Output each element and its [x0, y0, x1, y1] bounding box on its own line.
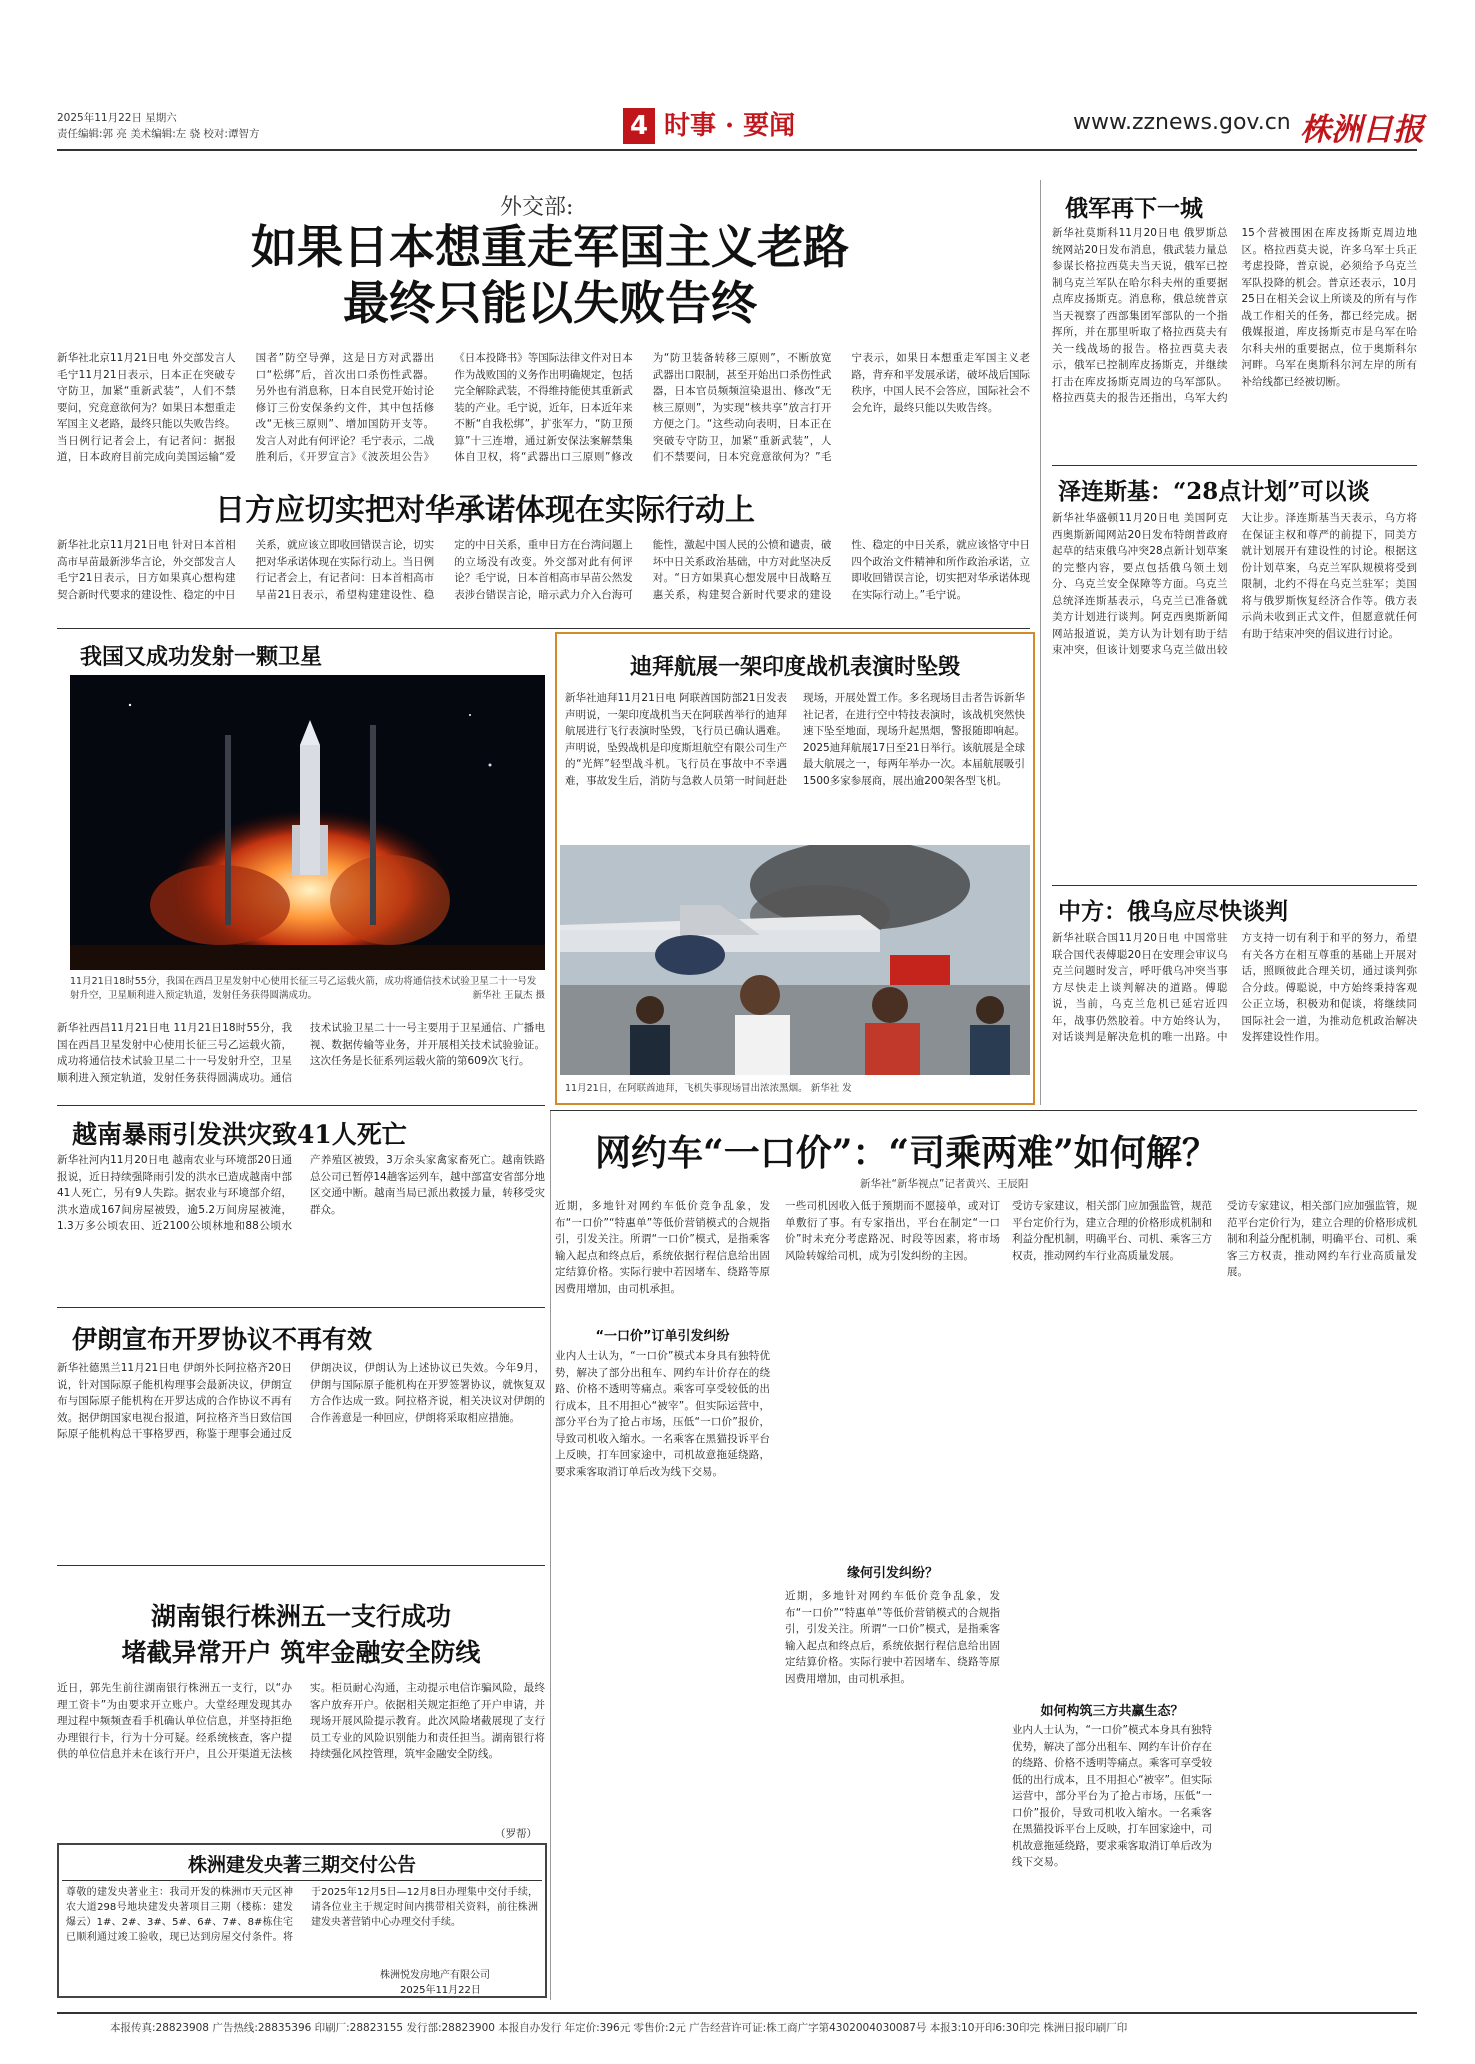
bank-title-line2: 堵截异常开户 筑牢金融安全防线 — [121, 1638, 481, 1667]
dubai-credit: 新华社 发 — [810, 1083, 852, 1094]
notice-body: 尊敬的建发央著业主：我司开发的株洲市天元区神农大道298号地块建发央著项目三期（楼栋：建发爆云）1#、2#、3#、5#、6#、7#、8#栋住宅已顺利通过竣工验收，现已达到房屋交付条件。将于2025年12月5日—12月8日办理集中交付手续，请各位业主于规定时间内携带相关资料，前往株洲建发央著营销中心办理交付手续。 — [66, 1887, 538, 1943]
lead-body: 新华社北京11月21日电 外交部发言人毛宁11月21日表示，日本正在突破专守防卫，加紧“重新武装”，人们不禁要问，究竟意欲何为？如果日本想重走军国主义老路，最终只能以失败告终。当日例行记者会上，有记者问：据报道，日本政府目前完成向美国运输“爱国者”防空导弹，这是日方对武器出口“松绑”后，首次出口杀伤性武器。另外也有消息称，日本自民党开始讨论修订三份安保条约文件，其中包括修改“无核三原则”、增加国防开支等。发言人对此有何评论？毛宁表示，二战胜利后，《开罗宣言》《波茨坦公告》《日本投降书》等国际法律文件对日本作为战败国的义务作出明确规定，包括完全解除武装，不得维持能使其重新武装的产业。毛宁说，近年，日本近年来不断“自我松绑”，扩张军力，“防卫预算”十三连增，通过新安保法案解禁集体自卫权，将“武器出口三原则”修改为“防卫装备转移三原则”，不断放宽武器出口限制，甚至开始出口杀伤性武器，日本官员频频渲染退出、修改“无核三原则”，为实现“核共享”放言打开方便之门。“这些动向表明，日本正在突破专守防卫，加紧“重新武装”，人们不禁要问，日本究竟意欲何为？”毛宁表示，如果日本想重走军国主义老路，背弃和平发展承诺，破坏战后国际秩序，中国人民不会答应，国际社会不会允许，最终只能以失败告终。 — [57, 352, 1030, 463]
ride-intro: 近期，多地针对网约车低价竞争乱象，发布“一口价”“特惠单”等低价营销模式的合规指引，引发关注。所谓“一口价”模式，是指乘客输入起点和终点后，系统依据行程信息给出固定结算价格。实际行驶中若因堵车、绕路等原因费用增加，由司机承担。 — [555, 1200, 770, 1295]
ride-body3b: 业内人士认为，“一口价”模式本身具有独特优势，解决了部分出租车、网约车计价存在的绕路、价格不透明等痛点。乘客可享受较低的出行成本，且不用担心“被宰”。但实际运营中，部分平台为了抢占市场，压低“一口价”报价，导致司机收入缩水。一名乘客在黑猫投诉平台上反映，打车回家途中，司机故意拖延绕路，要求乘客取消订单后改为线下交易。 — [1012, 1724, 1212, 1868]
bank-title-line1: 湖南银行株洲五一支行成功 — [150, 1602, 451, 1631]
vietnam-body: 新华社河内11月20日电 越南农业与环境部20日通报说，近日持续强降雨引发的洪水已造成越南中部41人死亡，另有9人失踪。据农业与环境部介绍，洪水造成167间房屋被毁，逾5.2万间房屋被淹，1.3万多公顷农田、近2100公顷林地和88公顷水产养殖区被毁，3万余头家禽家畜死亡。越南铁路总公司已暂停14趟客运列车，越中部富安省部分地区交通中断。越南当局已派出救援力量，转移受灾群众。 — [57, 1154, 545, 1232]
iran-body: 新华社德黑兰11月21日电 伊朗外长阿拉格齐20日说，针对国际原子能机构理事会最新决议，伊朗宣布与国际原子能机构在开罗达成的合作协议不再有效。据伊朗国家电视台报道，阿拉格齐当日致信国际原子能机构总干事格罗西，称鉴于理事会通过反伊朗决议，伊朗认为上述协议已失效。今年9月，伊朗与国际原子能机构在开罗签署协议，就恢复双方合作达成一致。阿拉格齐说，相关决议对伊朗的合作善意是一种回应，伊朗将采取相应措施。 — [57, 1362, 545, 1440]
ride-sub3: 如何构筑三方共赢生态？ — [1040, 1704, 1184, 1719]
ride-title: 网约车“一口价”：“司乘两难”如何解？ — [595, 1132, 1218, 1174]
dubai-body: 新华社迪拜11月21日电 阿联酋国防部21日发表声明说，一架印度战机当天在阿联酋举行的迪拜航展进行飞行表演时坠毁，飞行员已确认遇难。声明说，坠毁战机是印度斯坦航空有限公司生产的“光辉”轻型战斗机。飞行员在事故中不幸遇难，事故发生后，消防与急救人员第一时间赶赴现场，开展处置工作。多名现场目击者告诉新华社记者，在进行空中特技表演时，该战机突然快速下坠至地面，现场升起黑烟，警报随即响起。2025迪拜航展17日至21日举行。该航展是全球最大航展之一，每两年举办一次。本届航展吸引1500多家参展商，展出逾200架各型飞机。 — [565, 692, 1025, 787]
divider-r1 — [1052, 465, 1417, 466]
satellite-body: 新华社西昌11月21日电 11月21日18时55分，我国在西昌卫星发射中心使用长征三号乙运载火箭，成功将通信技术试验卫星二十一号发射升空，卫星顺利进入预定轨道，发射任务获得圆满成功。通信技术试验卫星二十一号主要用于卫星通信、广播电视、数据传输等业务，并开展相关技术试验验证。这次任务是长征系列运载火箭的第609次飞行。 — [57, 1022, 545, 1084]
satellite-title: 我国又成功发射一颗卫星 — [80, 644, 323, 670]
notice-title: 株洲建发央著三期交付公告 — [187, 1854, 416, 1876]
rocket-photo — [70, 675, 545, 970]
lead-title-line1: 如果日本想重走军国主义老路 — [251, 220, 849, 274]
footer-text: 本报传真:28823908 广告热线:28835396 印刷厂:28823155 发行部:28823900 本报自办发行 年定价:396元 零售价:2元 广告经营许可证:株工商广字第4302004030087号 本报3:10开印6:30印完 株洲日报印刷厂印 — [110, 2022, 1128, 2034]
website: www.zznews.gov.cn — [1073, 110, 1291, 135]
dubai-caption — [565, 1082, 1030, 1096]
ride-body2: 一些司机因收入低于预期而不愿接单，或对订单敷衍了事。有专家指出，平台在制定“一口价”时未充分考虑路况、时段等因素，将市场风险转嫁给司机，成为引发纠纷的主因。 — [785, 1200, 1000, 1262]
dubai-caption-text: 11月21日，在阿联酋迪拜，飞机失事现场冒出浓浓黑烟。 — [565, 1083, 808, 1094]
zelensky-body: 新华社华盛顿11月20日电 美国阿克西奥斯新闻网站20日发布特朗普政府起草的结束俄乌冲突28点新计划草案的完整内容，要点包括俄乌领土划分、乌克兰安全保障等方面。乌克兰总统泽连斯基表示，乌克兰已准备就美方计划进行谈判。阿克西奥斯新闻网站报道说，美方认为计划有助于结束冲突，但该计划要求乌克兰做出较大让步。泽连斯基当天表示，乌方将在保证主权和尊严的前提下，同美方就计划展开有建设性的讨论。根据这份计划草案，乌克兰军队规模将受到限制，北约不得在乌克兰驻军；美国将与俄罗斯恢复经济合作等。俄方表示尚未收到正式文件，但愿意就任何有助于结束冲突的倡议进行讨论。 — [1052, 512, 1417, 656]
zelensky-title: 泽连斯基：“28点计划”可以谈 — [1058, 478, 1370, 505]
header-editors: 责任编辑:郭 亮 美术编辑:左 骁 校对:谭智方 — [57, 128, 260, 140]
section-title: 时事 · 要闻 — [664, 111, 796, 141]
lead-kicker: 外交部: — [500, 195, 574, 220]
russia-title: 俄军再下一城 — [1065, 195, 1203, 222]
notice-sign: 株洲悦发房地产有限公司 — [380, 1970, 490, 1981]
header-date: 2025年11月22日 星期六 — [57, 112, 177, 124]
notice-rule — [62, 1880, 542, 1881]
ride-body1: 业内人士认为，“一口价”模式本身具有独特优势，解决了部分出租车、网约车计价存在的绕路、价格不透明等痛点。乘客可享受较低的出行成本，且不用担心“被宰”。但实际运营中，部分平台为了抢占市场，压低“一口价”报价，导致司机收入缩水。一名乘客在黑猫投诉平台上反映，打车回家途中，司机故意拖延绕路，要求乘客取消订单后改为线下交易。 — [555, 1350, 770, 1478]
satellite-caption — [70, 975, 545, 1003]
header-rule — [57, 149, 1417, 151]
right-col-rule — [1040, 180, 1041, 1105]
dubai-title: 迪拜航展一架印度战机表演时坠毁 — [629, 654, 960, 680]
ride-byline: 新华社“新华视点”记者黄兴、王辰阳 — [860, 1178, 1029, 1190]
ride-sub2: 缘何引发纠纷？ — [846, 1566, 938, 1581]
sec2-title: 日方应切实把对华承诺体现在实际行动上 — [215, 493, 755, 528]
divider-1 — [57, 628, 1030, 629]
iran-title: 伊朗宣布开罗协议不再有效 — [72, 1325, 373, 1354]
russia-body: 新华社莫斯科11月20日电 俄罗斯总统网站20日发布消息，俄武装力量总参谋长格拉西莫夫当天说，俄军已控制乌克兰军队在哈尔科夫州的重要据点库皮扬斯克。消息称，俄总统普京当天视察了西部集团军部队的一个指挥所，并在那里听取了格拉西莫夫有关一线战场的报告。格拉西莫夫表示，俄军已控制库皮扬斯克，并继续打击在库皮扬斯克周边的乌军部队。格拉西莫夫的报告还指出，乌军大约15个营被围困在库皮扬斯克周边地区。格拉西莫夫说，许多乌军士兵正考虑投降，普京说，必须给予乌克兰军队投降的机会。普京还表示，10月25日在相关会议上所谈及的所有与作战工作相关的任务，都已经完成。据俄媒报道，库皮扬斯克市是乌军在哈尔科夫州的重要据点，位于奥斯科尔河畔。乌军在奥斯科尔河左岸的所有补给线都已经被切断。 — [1052, 227, 1417, 404]
ride-col-rule — [550, 1110, 551, 2000]
china-body: 新华社联合国11月20日电 中国常驻联合国代表傅聪20日在安理会审议乌克兰问题时发言，呼吁俄乌冲突当事方尽快走上谈判解决的道路。傅聪说，当前，乌克兰危机已延宕近四年，战事仍然胶着。中方始终认为，对话谈判是解决危机的唯一出路。中方支持一切有利于和平的努力，希望有关各方在相互尊重的基础上开展对话，照顾彼此合理关切，通过谈判弥合分歧。傅聪说，中方始终秉持客观公正立场，积极劝和促谈，将继续同国际社会一道，为推动危机政治解决发挥建设性作用。 — [1052, 932, 1417, 1043]
divider-3 — [57, 1307, 545, 1308]
footer-rule — [57, 2012, 1417, 2014]
satellite-caption-text: 11月21日18时55分，我国在西昌卫星发射中心使用长征三号乙运载火箭，成功将通信技术试验卫星二十一号发射升空，卫星顺利进入预定轨道，发射任务获得圆满成功。 — [70, 976, 537, 1001]
sec2-body: 新华社北京11月21日电 针对日本首相高市早苗最新涉华言论，外交部发言人毛宁21日表示，日方如果真心想构建契合新时代要求的建设性、稳定的中日关系，就应该立即收回错误言论，切实把对华承诺体现在实际行动上。当日例行记者会上，有记者问：日本首相高市早苗21日表示，希望构建建设性、稳定的中日关系，重申日方在台湾问题上的立场没有改变。外交部对此有何评论？毛宁说，日本首相高市早苗公然发表涉台错误言论，暗示武力介入台海可能性，激起中国人民的公愤和谴责，破坏中日关系政治基础，中方对此坚决反对。“日方如果真心想发展中日战略互惠关系，构建契合新时代要求的建设性、稳定的中日关系，就应该恪守中日四个政治文件精神和所作政治承诺，立即收回错误言论，切实把对华承诺体现在实际行动上。”毛宁说。 — [57, 539, 1030, 601]
ride-body3: 受访专家建议，相关部门应加强监管，规范平台定价行为，建立合理的价格形成机制和利益分配机制，明确平台、司机、乘客三方权责，推动网约车行业高质量发展。 — [1012, 1200, 1212, 1262]
vietnam-title: 越南暴雨引发洪灾致41人死亡 — [72, 1120, 407, 1149]
notice-date: 2025年11月22日 — [400, 1985, 481, 1996]
china-title: 中方：俄乌应尽快谈判 — [1058, 898, 1288, 925]
crash-photo — [560, 845, 1030, 1075]
satellite-credit: 新华社 王鼠杰 摄 — [472, 990, 545, 1001]
bank-author: （罗帮） — [495, 1828, 537, 1840]
page-number: 4 — [623, 108, 655, 144]
ride-body4: 受访专家建议，相关部门应加强监管，规范平台定价行为，建立合理的价格形成机制和利益分配机制，明确平台、司机、乘客三方权责，推动网约车行业高质量发展。 — [1227, 1200, 1417, 1278]
divider-r3 — [550, 1110, 1417, 1111]
ride-body2b: 近期，多地针对网约车低价竞争乱象，发布“一口价”“特惠单”等低价营销模式的合规指引，引发关注。所谓“一口价”模式，是指乘客输入起点和终点后，系统依据行程信息给出固定结算价格。实际行驶中若因堵车、绕路等原因费用增加，由司机承担。 — [785, 1590, 1000, 1685]
ride-sub1: “一口价”订单引发纠纷 — [595, 1329, 730, 1344]
bank-body: 近日，郭先生前往湖南银行株洲五一支行，以“办理工资卡”为由要求开立账户。大堂经理发现其办理过程中频频查看手机确认单位信息，并坚持拒绝办理银行卡，行为十分可疑。经系统核查，客户提供的单位信息并未在该行开户，且公开渠道无法核实。柜员耐心沟通，主动提示电信诈骗风险，最终客户放弃开户。依据相关规定拒绝了开户申请，并现场开展风险提示教育。此次风险堵截展现了支行员工专业的风险识别能力和责任担当。湖南银行将持续强化风控管理，筑牢金融安全防线。 — [57, 1682, 545, 1760]
divider-r2 — [1052, 885, 1417, 886]
divider-2 — [57, 1105, 545, 1106]
masthead: 株洲日报 — [1300, 112, 1424, 148]
rocket-launch-image — [70, 675, 545, 970]
divider-4 — [57, 1565, 545, 1566]
lead-title-line2: 最终只能以失败告终 — [343, 276, 757, 330]
crash-scene-image — [560, 845, 1030, 1075]
